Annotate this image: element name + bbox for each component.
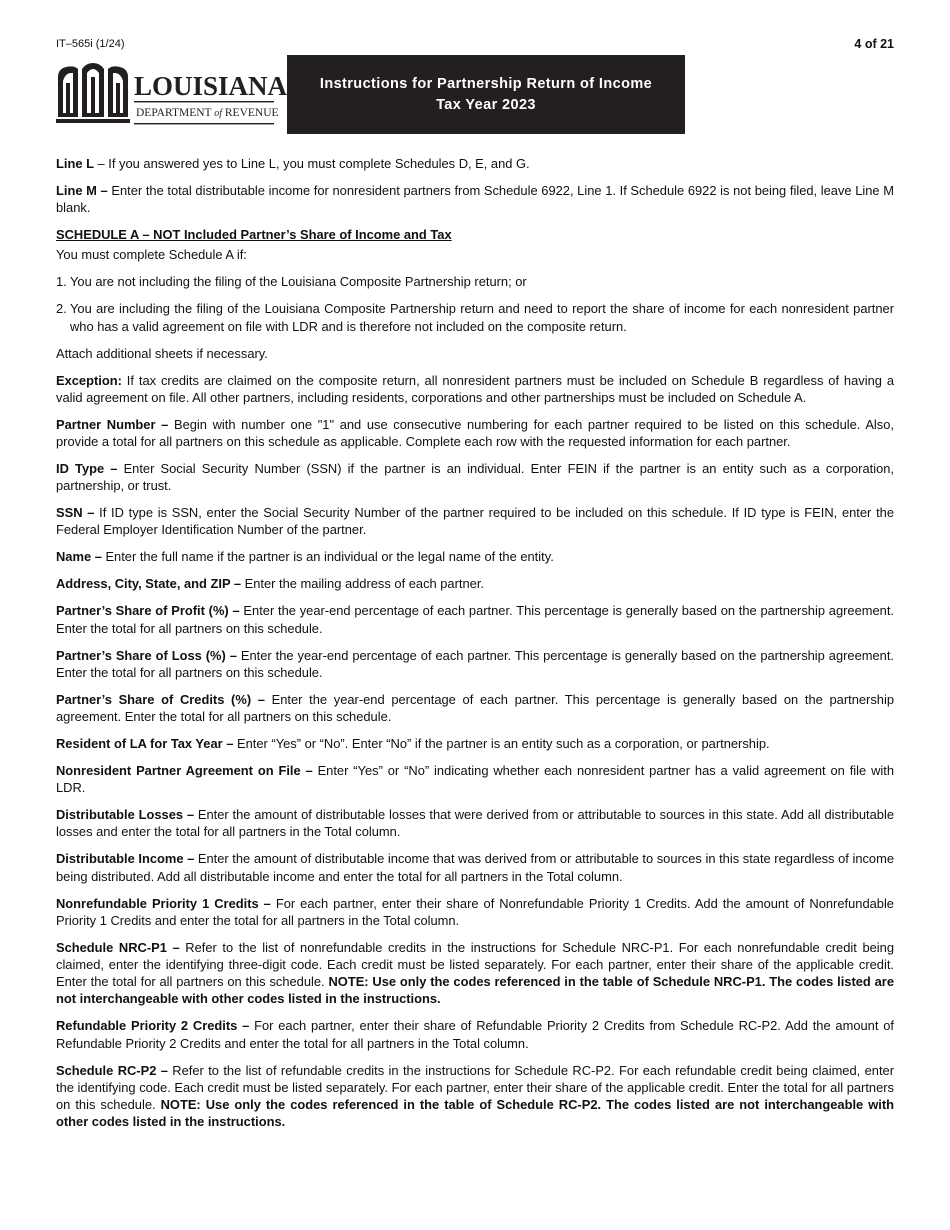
attach-note: Attach additional sheets if necessary. (56, 345, 268, 361)
pelican-emblem-icon (56, 55, 287, 134)
rc-p2-paragraph: Schedule RC-P2 – Refer to the list of refundable credits in the instructions for Schedule RC-P2. For each refundable credit being claimed, enter the identifying code. Each credit must be listed separately. For each partner, enter their share of the applicable credit. Enter the total for all partners on this schedule. NOTE: Use only the codes referenced in the table of Schedule RC-P2. The codes listed are not interchangeable with other codes listed in the instructions. (56, 1062, 894, 1130)
line-m-paragraph: Line M – Enter the total distributable income for nonresident partners from Schedule 6922, Line 1. If Schedule 6922 is not being filed, leave Line M blank. (56, 183, 894, 216)
schedule-a-heading: SCHEDULE A – NOT Included Partner’s Share of Income and Tax (56, 227, 452, 243)
list-item: 1. You are not including the filing of the Louisiana Composite Partnership return; or (56, 274, 527, 290)
nrc-p1-paragraph: Schedule NRC-P1 – Refer to the list of nonrefundable credits in the instructions for Schedule NRC-P1. For each nonrefundable credit being claimed, enter the identifying three-digit code. Each credit must be listed separately. For each partner, enter their share of the applicable credit. Enter the total for all partners on this schedule. NOTE: Use only the codes referenced in the table of Schedule NRC-P1. The codes listed are not interchangeable with other codes listed in the instructions. (56, 939, 894, 1007)
ldr-logo (56, 55, 287, 134)
priority1-paragraph: Nonrefundable Priority 1 Credits – For each partner, enter their share of Nonrefundable Priority 1 Credits. Add the amount of Nonrefundable Priority 1 Credits and enter the total for all partners in the Total column. (56, 895, 894, 928)
schedule-a-intro: You must complete Schedule A if: (56, 247, 247, 263)
exception-paragraph: Exception: If tax credits are claimed on the composite return, all nonresident partners must be included on Schedule B regardless of having a valid agreement on file. All other partners, including residents, corporations and other partnerships must be included on Schedule A. (56, 372, 894, 405)
form-id: IT–565i (1/24) (56, 38, 125, 50)
agreement-paragraph: Nonresident Partner Agreement on File – Enter “Yes” or “No” indicating whether each nonresident partner has a valid agreement on file with LDR. (56, 763, 894, 796)
ssn-paragraph: SSN – If ID type is SSN, enter the Social Security Number of the partner required to be included on this schedule. If ID type is FEIN, enter the Federal Employer Identification Number of the partner. (56, 505, 894, 538)
priority2-paragraph: Refundable Priority 2 Credits – For each partner, enter their share of Refundable Priority 2 Credits from Schedule RC-P2. Add the amount of Refundable Priority 2 Credits and enter the total for all partners in the Total column. (56, 1018, 894, 1051)
credits-paragraph: Partner’s Share of Credits (%) – Enter the year-end percentage of each partner. This percentage is generally based on the partnership agreement. Enter the total for all partners on this schedule. (56, 691, 894, 725)
instructions-body (56, 155, 894, 1140)
line-l-paragraph: Line L – If you answered yes to Line L, you must complete Schedules D, E, and G. (56, 156, 530, 171)
header-title-box (287, 55, 685, 134)
name-paragraph: Name – Enter the full name if the partner is an individual or the legal name of the entity. (56, 549, 554, 565)
doc-title: Instructions for Partnership Return of Income (319, 75, 653, 92)
resident-paragraph: Resident of LA for Tax Year – Enter “Yes” or “No”. Enter “No” if the partner is an entity such as a corporation, or partnership. (56, 736, 770, 752)
partner-number-paragraph: Partner Number – Begin with number one "1" and use consecutive numbering for each partner required to be listed on this schedule. Also, provide a total for all partners on this schedule as applicable. Complete each row with the requested information for each partner. (56, 416, 894, 450)
income-paragraph: Distributable Income – Enter the amount of distributable income that was derived from or attributable to sources in this state regardless of income being distributed. Add all distributable income and enter the total for all partners in the Total column. (56, 851, 895, 884)
page-number: 4 of 21 (854, 37, 894, 51)
svg-text:DEPARTMENT of: DEPARTMENT of REVENUE (136, 107, 279, 119)
profit-paragraph: Partner’s Share of Profit (%) – Enter the year-end percentage of each partner. This percentage is generally based on the partnership agreement. Enter the total for all partners on this schedule. (56, 603, 894, 636)
losses-paragraph: Distributable Losses – Enter the amount of distributable losses that were derived from or attributable to sources in this state. Add all distributable losses and enter the total for all partners in the Total column. (56, 807, 895, 840)
address-paragraph: Address, City, State, and ZIP – Enter the mailing address of each partner. (56, 576, 484, 592)
list-item: 2. You are including the filing of the Louisiana Composite Partnership return and need to report the share of income for each nonresident partner who has a valid agreement on file with LDR and is therefore not included on the composite return. (56, 301, 894, 334)
tax-year: Tax Year 2023 (436, 96, 536, 113)
loss-paragraph: Partner’s Share of Loss (%) – Enter the year-end percentage of each partner. This percentage is generally based on the partnership agreement. Enter the total for all partners on this schedule. (56, 647, 894, 680)
logo-main-text: LOUISIANA (134, 71, 287, 101)
id-type-paragraph: ID Type – Enter Social Security Number (SSN) if the partner is an individual. Enter FEIN if the partner is an entity such as a corporation, partnership, or trust. (56, 461, 894, 494)
document-header (56, 55, 685, 134)
